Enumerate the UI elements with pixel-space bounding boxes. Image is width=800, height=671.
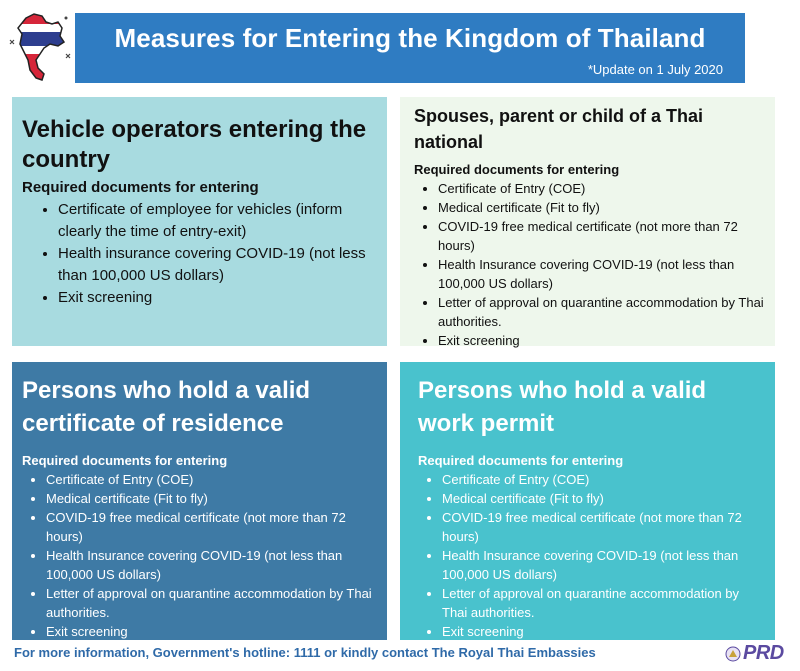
list-item: • Letter of approval on quarantine accommodation by Thai authorities.	[442, 584, 765, 622]
panel-title: Vehicle operators entering the country	[22, 116, 367, 173]
document-list	[22, 470, 377, 641]
list-item: • Exit screening	[442, 622, 765, 641]
list-item: • COVID-19 free medical certificate (not more than 72 hours)	[442, 508, 765, 546]
document-list	[22, 199, 377, 309]
list-item: • Letter of approval on quarantine accommodation by Thai authorities.	[438, 293, 765, 331]
panel-subtitle: Required documents for entering	[414, 162, 620, 177]
list-item: • Exit screening	[438, 331, 765, 350]
list-item: • Health insurance covering COVID-19 (not less than 100,000 US dollars)	[58, 243, 377, 287]
panel-certificate-of-residence	[12, 362, 387, 640]
list-item: • Medical certificate (Fit to fly)	[46, 489, 377, 508]
list-item: • COVID-19 free medical certificate (not more than 72 hours)	[438, 217, 765, 255]
panel-subtitle: Required documents for entering	[22, 179, 259, 196]
list-item: • Certificate of employee for vehicles (inform clearly the time of entry-exit)	[58, 199, 377, 243]
list-item: • Certificate of Entry (COE)	[438, 179, 765, 198]
title-banner	[75, 13, 745, 83]
list-item: • Medical certificate (Fit to fly)	[442, 489, 765, 508]
list-item: • Health Insurance covering COVID-19 (not less than 100,000 US dollars)	[438, 255, 765, 293]
panel-title: Persons who hold a valid certificate of residence	[22, 377, 311, 437]
panel-subtitle: Required documents for entering	[22, 453, 228, 468]
panel-title: Persons who hold a valid work permit	[418, 377, 707, 437]
list-item: • Exit screening	[58, 287, 377, 309]
footer-hotline-text: For more information, Government's hotline: 1111 or kindly contact The Royal Thai Embassies	[14, 645, 596, 660]
prd-logo-icon	[725, 646, 741, 662]
panel-spouses-parent-child	[400, 97, 775, 346]
document-list	[418, 470, 765, 641]
brand-logo	[725, 642, 795, 666]
list-item: • Certificate of Entry (COE)	[46, 470, 377, 489]
panel-work-permit	[400, 362, 775, 640]
panel-vehicle-operators	[12, 97, 387, 346]
document-list	[414, 179, 765, 350]
list-item: • Letter of approval on quarantine accommodation by Thai authorities.	[46, 584, 377, 622]
list-item: • Health Insurance covering COVID-19 (not less than 100,000 US dollars)	[442, 546, 765, 584]
panel-subtitle: Required documents for entering	[418, 453, 624, 468]
list-item: • COVID-19 free medical certificate (not more than 72 hours)	[46, 508, 377, 546]
brand-label: PRD	[743, 642, 784, 664]
panel-title: Spouses, parent or child of a Thai national	[414, 106, 704, 152]
thailand-map-flag-icon	[4, 10, 74, 85]
update-note: *Update on 1 July 2020	[587, 62, 723, 77]
list-item: • Medical certificate (Fit to fly)	[438, 198, 765, 217]
list-item: • Health Insurance covering COVID-19 (not less than 100,000 US dollars)	[46, 546, 377, 584]
list-item: • Exit screening	[46, 622, 377, 641]
page-title: Measures for Entering the Kingdom of Thailand	[114, 23, 706, 53]
list-item: • Certificate of Entry (COE)	[442, 470, 765, 489]
